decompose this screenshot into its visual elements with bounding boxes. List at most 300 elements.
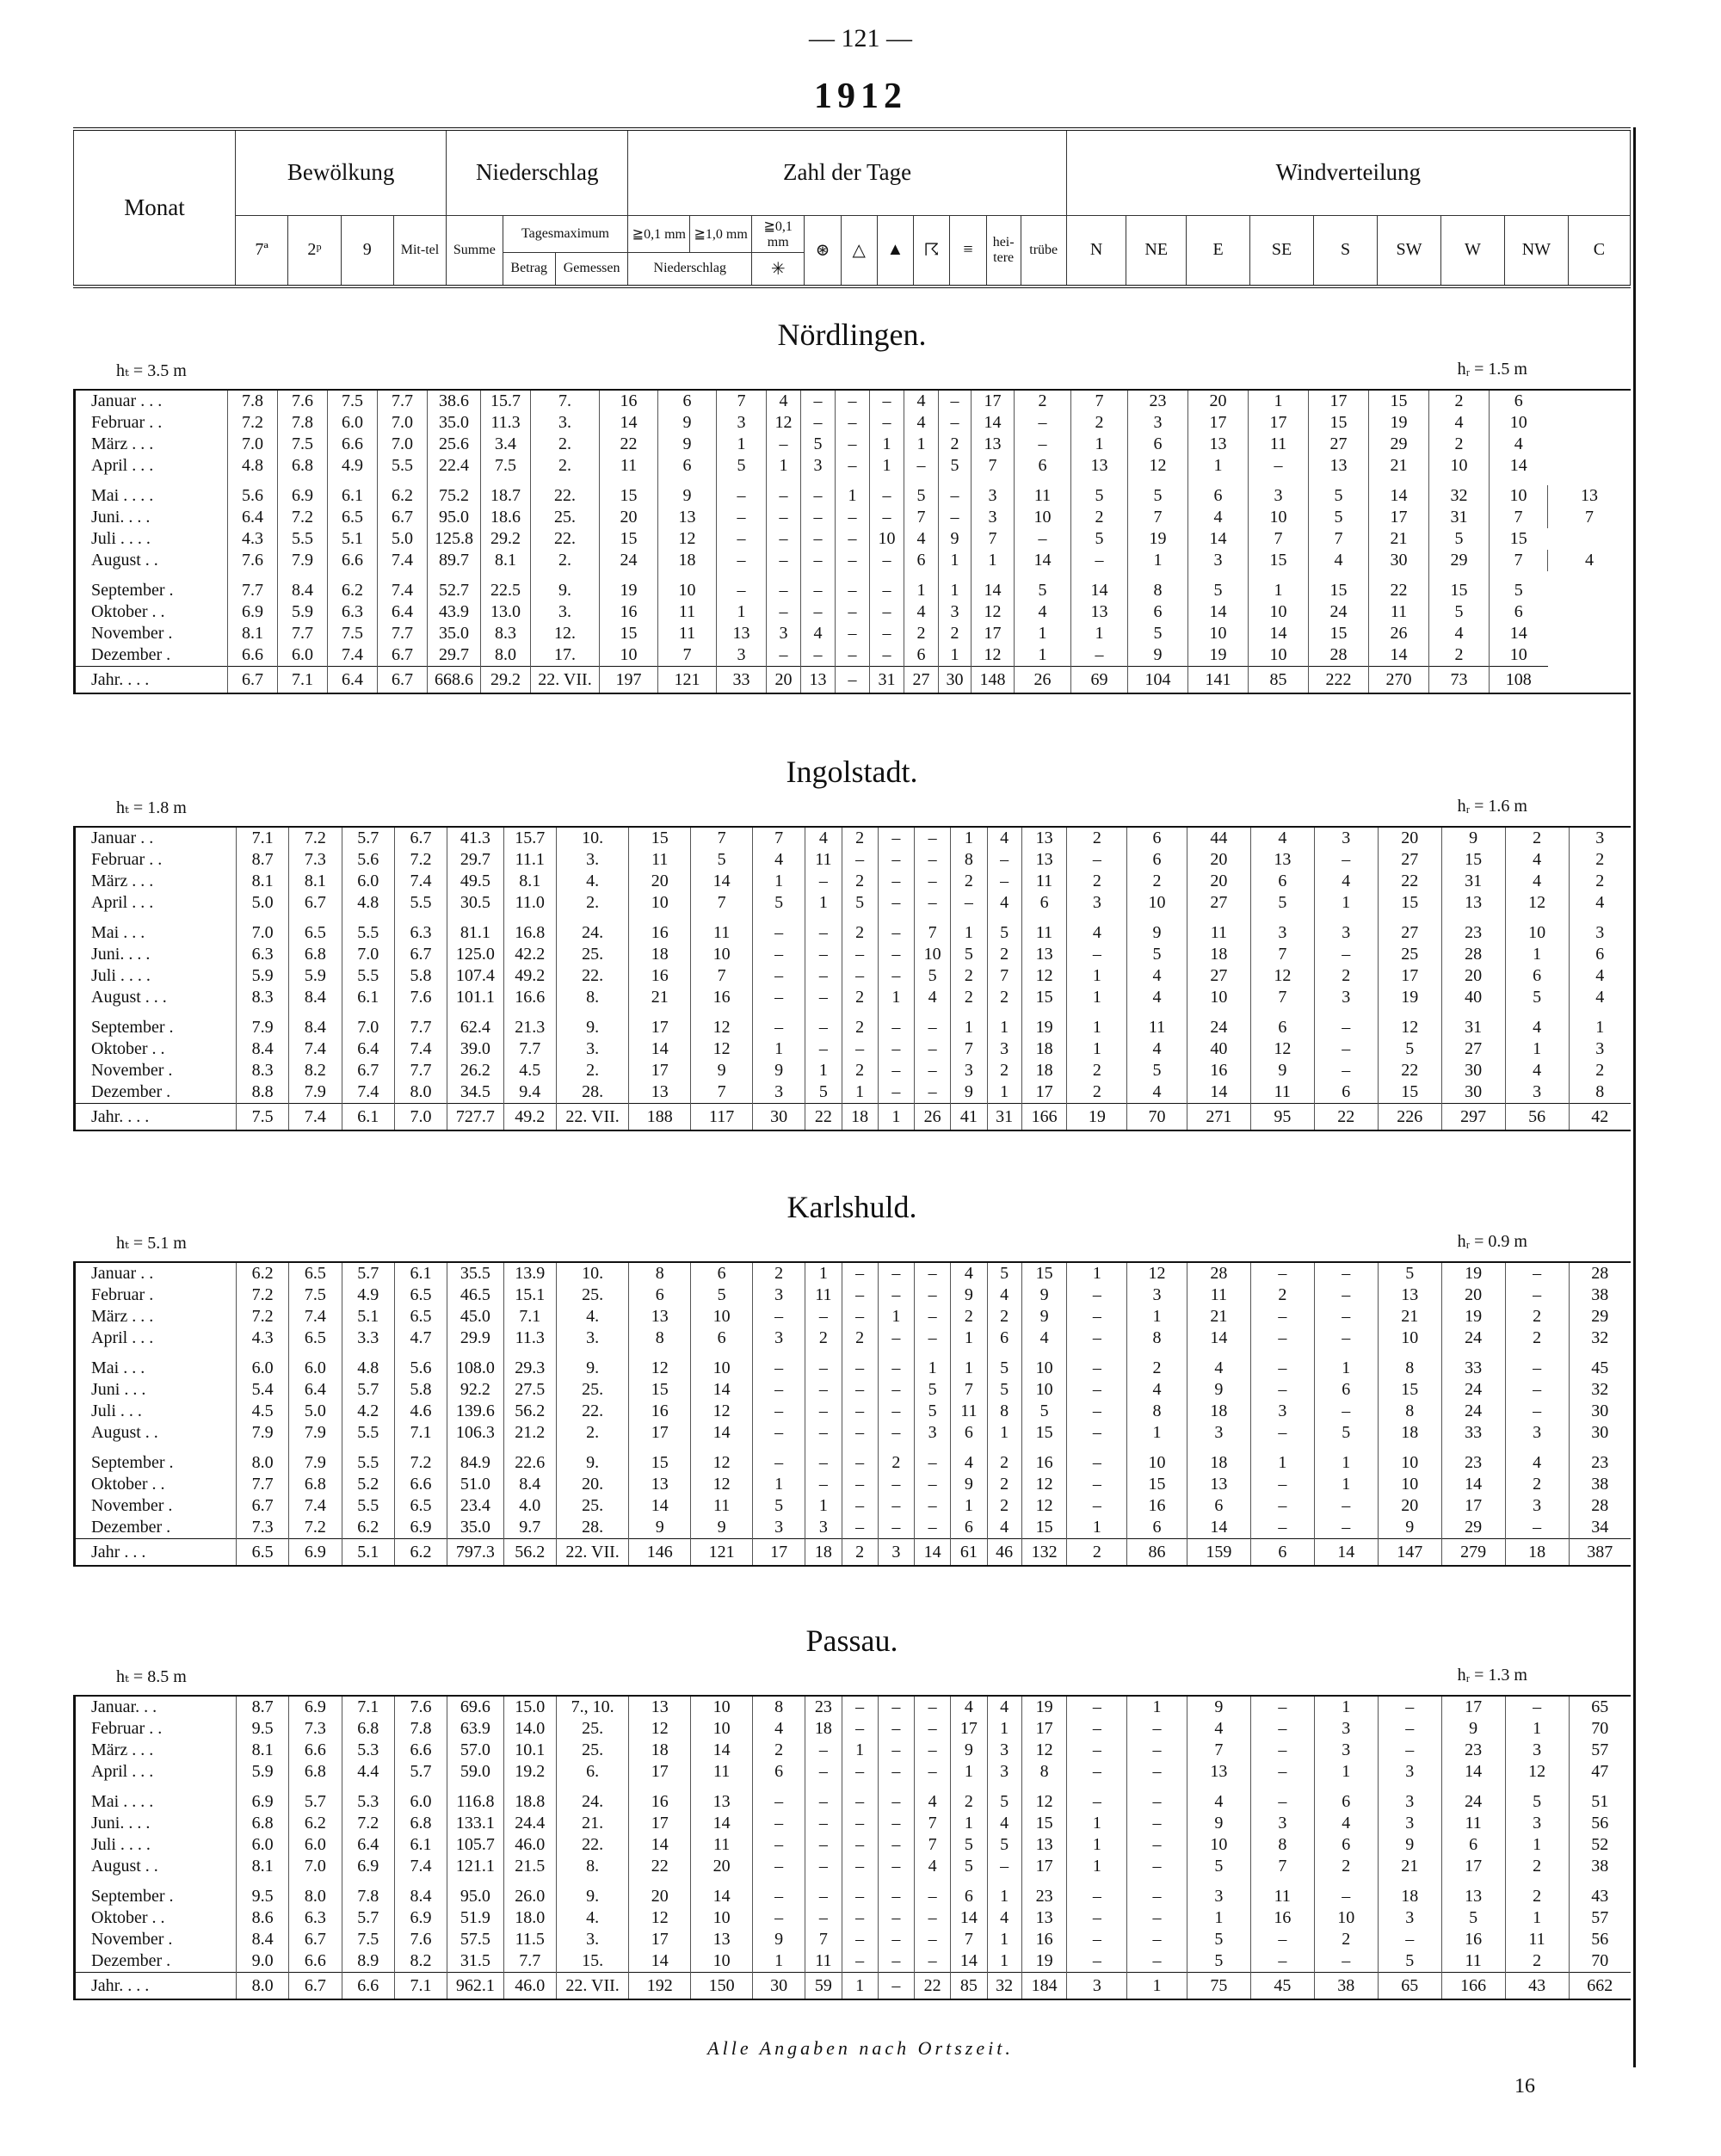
data-cell: 8.0	[481, 644, 531, 667]
data-cell: 18	[1378, 1422, 1441, 1444]
data-cell: 11	[1015, 485, 1071, 507]
data-cell: 2	[1071, 507, 1128, 528]
table-row	[75, 871, 1632, 892]
data-cell: 32	[1569, 1379, 1631, 1401]
month-label: Juli . . . .	[75, 1834, 237, 1856]
data-cell: 23	[1441, 1740, 1505, 1761]
table-frame	[73, 127, 1631, 288]
data-cell: 797.3	[447, 1539, 503, 1567]
gap-cell	[1505, 1444, 1569, 1452]
data-cell: 7.4	[378, 580, 428, 601]
data-cell: 33	[1441, 1358, 1505, 1379]
data-cell: 11	[1127, 1017, 1187, 1038]
data-cell: 13	[1378, 1284, 1441, 1306]
data-cell: 1	[1071, 434, 1128, 455]
data-cell: 15.1	[503, 1284, 556, 1306]
table-row	[75, 528, 1632, 550]
data-cell: 22	[1369, 580, 1429, 601]
data-cell: 17	[629, 1761, 691, 1783]
data-cell: –	[1314, 1017, 1378, 1038]
data-cell: 8	[629, 1262, 691, 1284]
data-cell: 8	[1378, 1358, 1441, 1379]
data-cell: 1	[1127, 1422, 1187, 1444]
month-label: Dezember .	[75, 1517, 237, 1539]
data-cell: 5.6	[342, 849, 394, 871]
data-cell: 17	[1441, 1856, 1505, 1877]
data-cell: 33	[1441, 1422, 1505, 1444]
data-cell: 133.1	[447, 1813, 503, 1834]
station-data-table	[73, 1261, 1631, 1567]
gap-cell	[556, 1783, 629, 1791]
gap-cell	[1505, 1008, 1569, 1017]
data-cell: 29.9	[447, 1327, 503, 1349]
rain-gauge-height: hᵣ = 1.3 m	[1457, 1666, 1527, 1685]
data-cell: 11	[1249, 434, 1309, 455]
data-cell: 8.8	[237, 1081, 289, 1104]
data-cell: 9	[1441, 1718, 1505, 1740]
data-cell: 12	[1021, 965, 1067, 987]
data-cell: 15.0	[503, 1696, 556, 1718]
data-cell: –	[878, 1813, 914, 1834]
data-cell: 17	[972, 623, 1015, 644]
month-label: Mai . . . .	[75, 485, 228, 507]
data-cell: 25.	[556, 1740, 629, 1761]
data-cell: –	[878, 1973, 914, 2000]
data-cell: 44	[1187, 827, 1250, 849]
data-cell: 8.2	[394, 1950, 447, 1973]
data-cell: 6.9	[289, 1696, 342, 1718]
data-cell: 2	[951, 965, 987, 987]
data-cell: 8.0	[237, 1973, 289, 2000]
data-cell: 22.	[556, 1834, 629, 1856]
data-cell: 15	[1249, 550, 1309, 571]
data-cell: 5	[987, 1358, 1021, 1379]
data-cell: 5.5	[342, 965, 394, 987]
data-cell: –	[842, 1834, 878, 1856]
month-label: Januar. . .	[75, 1696, 237, 1718]
header-bewoelkung: Bewölkung	[236, 129, 447, 215]
data-cell: 6	[1127, 1517, 1187, 1539]
data-cell: 6.1	[394, 1262, 447, 1284]
month-label: Juni . . .	[75, 1379, 237, 1401]
data-cell: 45	[1569, 1358, 1631, 1379]
data-cell: 10	[691, 1718, 753, 1740]
data-cell: 2.	[531, 455, 600, 477]
data-cell: 4.4	[342, 1761, 394, 1783]
data-cell: –	[915, 827, 951, 849]
data-cell: –	[904, 455, 939, 477]
data-cell: 1	[717, 601, 767, 623]
data-cell: –	[1314, 1284, 1378, 1306]
data-cell: –	[878, 1517, 914, 1539]
data-cell: 148	[972, 667, 1015, 694]
data-cell: 7.8	[342, 1886, 394, 1907]
data-cell: 279	[1441, 1539, 1505, 1567]
gap-cell	[75, 1008, 237, 1017]
data-cell: 6.6	[342, 1973, 394, 2000]
gap-cell	[1441, 1877, 1505, 1886]
data-cell: 2	[842, 1327, 878, 1349]
data-cell: 18	[1021, 1038, 1067, 1060]
data-cell: 5.6	[228, 485, 278, 507]
data-cell: 6.7	[378, 507, 428, 528]
gap-cell	[1314, 1877, 1378, 1886]
data-cell: 38	[1314, 1973, 1378, 2000]
data-cell: 9.	[556, 1017, 629, 1038]
data-cell: –	[836, 623, 870, 644]
data-cell: –	[753, 922, 805, 944]
data-cell: 14	[629, 1495, 691, 1517]
data-cell: 2.	[531, 550, 600, 571]
data-cell: 5	[951, 944, 987, 965]
data-cell: –	[801, 580, 836, 601]
gap-cell	[75, 1877, 237, 1886]
data-cell: –	[836, 507, 870, 528]
table-row	[75, 849, 1632, 871]
data-cell: 38.6	[428, 390, 481, 412]
gap-cell	[75, 477, 228, 485]
data-cell: –	[1067, 1358, 1127, 1379]
year-title: 1912	[814, 77, 907, 116]
data-cell: 30	[1369, 550, 1429, 571]
data-cell: 6.7	[228, 667, 278, 694]
data-cell: 56	[1569, 1813, 1631, 1834]
table-row	[75, 550, 1632, 571]
data-cell: 7	[915, 1813, 951, 1834]
gap-cell	[556, 1877, 629, 1886]
data-cell: 57	[1569, 1740, 1631, 1761]
data-cell: –	[878, 827, 914, 849]
data-cell: 16	[1187, 1060, 1250, 1081]
data-cell: 8	[1569, 1081, 1631, 1104]
gap-cell	[951, 1349, 987, 1358]
data-cell: 7.6	[278, 390, 328, 412]
data-cell: –	[1378, 1740, 1441, 1761]
data-cell: 1	[1188, 455, 1249, 477]
data-cell: –	[1505, 1696, 1569, 1718]
data-cell: 6	[1128, 601, 1188, 623]
data-cell: 22.	[531, 528, 600, 550]
data-cell: 6	[691, 1262, 753, 1284]
data-cell: 1	[805, 1495, 842, 1517]
data-cell: –	[801, 485, 836, 507]
data-cell: 25.	[556, 1284, 629, 1306]
data-cell: 4.6	[394, 1401, 447, 1422]
data-cell: 7.7	[503, 1950, 556, 1973]
data-cell: 5.8	[394, 965, 447, 987]
data-cell: 92.2	[447, 1379, 503, 1401]
gap-cell	[1021, 1349, 1067, 1358]
data-cell: 4	[1505, 1060, 1569, 1081]
data-cell: 141	[1188, 667, 1249, 694]
data-cell: 7.4	[394, 871, 447, 892]
data-cell: 15	[1378, 1379, 1441, 1401]
data-cell: 22	[805, 1104, 842, 1131]
data-cell: 12	[691, 1017, 753, 1038]
data-cell: 8.4	[237, 1038, 289, 1060]
data-cell: 1	[753, 1950, 805, 1973]
data-cell: 7	[691, 1081, 753, 1104]
gap-cell	[447, 1877, 503, 1886]
data-cell: 7	[691, 827, 753, 849]
data-cell: 9	[1127, 922, 1187, 944]
data-cell: 7.7	[237, 1474, 289, 1495]
data-cell: 24.	[556, 1791, 629, 1813]
data-cell: 11	[1250, 1081, 1314, 1104]
data-cell: 1	[939, 644, 972, 667]
data-cell: 6.0	[394, 1791, 447, 1813]
data-cell: 19	[600, 580, 658, 601]
data-cell: 31	[987, 1104, 1021, 1131]
row-gap	[75, 914, 1632, 922]
data-cell: 8.0	[394, 1081, 447, 1104]
data-cell: 52.7	[428, 580, 481, 601]
data-cell: –	[915, 1696, 951, 1718]
data-cell: 11	[805, 1284, 842, 1306]
gap-cell	[878, 1877, 914, 1886]
data-cell: 4	[1314, 1813, 1378, 1834]
gap-cell	[836, 477, 870, 485]
data-cell: 1	[1249, 580, 1309, 601]
data-cell: 95.0	[447, 1886, 503, 1907]
data-cell: –	[805, 922, 842, 944]
gap-cell	[278, 477, 328, 485]
data-cell: 2	[987, 1306, 1021, 1327]
data-cell: 21.3	[503, 1017, 556, 1038]
data-cell: 20	[1187, 849, 1250, 871]
table-row	[75, 1495, 1632, 1517]
data-cell: 2	[1429, 390, 1490, 412]
data-cell: –	[767, 434, 801, 455]
data-cell: 81.1	[447, 922, 503, 944]
table-row	[75, 1262, 1632, 1284]
data-cell: 9	[951, 1284, 987, 1306]
data-cell: 24.	[556, 922, 629, 944]
data-cell: 8.4	[289, 1017, 342, 1038]
data-cell: 1	[951, 827, 987, 849]
data-cell: 5	[951, 1856, 987, 1877]
gap-cell	[629, 914, 691, 922]
station-heights	[73, 1232, 1631, 1261]
data-cell: 4	[1548, 550, 1632, 571]
data-cell: 13	[658, 507, 717, 528]
data-cell: 16	[629, 922, 691, 944]
data-cell: –	[870, 507, 904, 528]
data-cell: 5	[1378, 1038, 1441, 1060]
data-cell: –	[1127, 1761, 1187, 1783]
data-cell: –	[878, 1284, 914, 1306]
data-cell: 3.	[556, 1327, 629, 1349]
data-cell: 2	[1314, 1856, 1378, 1877]
data-cell: 5	[801, 434, 836, 455]
data-cell: 104	[1128, 667, 1188, 694]
data-cell: –	[1067, 944, 1127, 965]
gap-cell	[842, 914, 878, 922]
data-cell: –	[1067, 1886, 1127, 1907]
data-cell: 18	[1505, 1539, 1569, 1567]
data-cell: –	[878, 871, 914, 892]
data-cell: 147	[1378, 1539, 1441, 1567]
data-cell: 1	[1067, 1017, 1127, 1038]
data-cell: 4	[1187, 1718, 1250, 1740]
data-cell: –	[915, 1262, 951, 1284]
data-cell: –	[805, 1474, 842, 1495]
data-cell: 7.2	[237, 1284, 289, 1306]
data-cell: 5.3	[342, 1791, 394, 1813]
gap-cell	[1569, 1008, 1631, 1017]
table-row	[75, 1761, 1632, 1783]
gap-cell	[878, 1783, 914, 1791]
station-name: Karlshuld.	[786, 1190, 917, 1224]
gap-cell	[1441, 1008, 1505, 1017]
gap-cell	[394, 1444, 447, 1452]
gap-cell	[842, 1008, 878, 1017]
data-cell: 6.5	[394, 1306, 447, 1327]
month-label: August . .	[75, 550, 228, 571]
data-cell: 17	[629, 1017, 691, 1038]
data-cell: 14	[1071, 580, 1128, 601]
data-cell: 3	[767, 623, 801, 644]
data-cell: 30	[1441, 1081, 1505, 1104]
data-cell: 2	[951, 871, 987, 892]
data-cell: –	[915, 1761, 951, 1783]
table-row	[75, 892, 1632, 914]
header-wind-ne: NE	[1126, 215, 1187, 286]
data-cell: 9	[1378, 1834, 1441, 1856]
gap-cell	[1071, 571, 1128, 580]
data-cell: 3	[878, 1539, 914, 1567]
data-cell: –	[1505, 1379, 1569, 1401]
gap-cell	[1021, 1008, 1067, 1017]
data-cell: –	[842, 1517, 878, 1539]
data-cell: 20	[767, 667, 801, 694]
data-cell: 270	[1369, 667, 1429, 694]
graupel-icon: ▲	[877, 215, 913, 286]
data-cell: –	[1314, 1401, 1378, 1422]
data-cell: 7.2	[394, 849, 447, 871]
data-cell: 6.5	[289, 1262, 342, 1284]
data-cell: 9	[951, 1081, 987, 1104]
data-cell: 17	[629, 1060, 691, 1081]
data-cell: 23	[1569, 1452, 1631, 1474]
gap-cell	[691, 1783, 753, 1791]
data-cell: –	[951, 892, 987, 914]
data-cell: 65	[1378, 1973, 1441, 2000]
data-cell: –	[1127, 1907, 1187, 1929]
data-cell: 20	[629, 1886, 691, 1907]
data-cell: –	[878, 1856, 914, 1877]
data-cell: 14	[1314, 1539, 1378, 1567]
data-cell: 13	[691, 1929, 753, 1950]
data-cell: –	[1015, 528, 1071, 550]
data-cell: 11	[1021, 922, 1067, 944]
data-cell: 10.	[556, 827, 629, 849]
data-cell: –	[767, 550, 801, 571]
data-cell: 27	[1441, 1038, 1505, 1060]
data-cell: 6	[1505, 965, 1569, 987]
gap-cell	[870, 571, 904, 580]
data-cell: 1	[753, 1474, 805, 1495]
data-cell: 30	[939, 667, 972, 694]
data-cell: 11	[1441, 1950, 1505, 1973]
data-cell: –	[1505, 1401, 1569, 1422]
data-cell: 57.5	[447, 1929, 503, 1950]
data-cell: 5	[753, 1495, 805, 1517]
data-cell: 4	[951, 1262, 987, 1284]
data-cell: 3	[1067, 1973, 1127, 2000]
month-label: Januar . .	[75, 1262, 237, 1284]
data-cell: 5.5	[342, 1422, 394, 1444]
data-cell: 8.4	[394, 1886, 447, 1907]
data-cell: 6.7	[394, 944, 447, 965]
station-heights	[73, 360, 1631, 389]
data-cell: 6	[1188, 485, 1249, 507]
data-cell: 34	[1569, 1517, 1631, 1539]
month-label: Januar . .	[75, 827, 237, 849]
data-cell: 8.4	[237, 1929, 289, 1950]
data-cell: 14	[1187, 1081, 1250, 1104]
data-cell: 19	[1128, 528, 1188, 550]
data-cell: 15	[1369, 390, 1429, 412]
data-cell: 1	[939, 580, 972, 601]
data-cell: 15.7	[481, 390, 531, 412]
data-cell: 24	[1441, 1327, 1505, 1349]
data-cell: 70	[1569, 1718, 1631, 1740]
data-cell: 3	[1127, 1284, 1187, 1306]
gap-cell	[289, 1877, 342, 1886]
data-cell: 2	[987, 944, 1021, 965]
data-cell: 6.0	[278, 644, 328, 667]
data-cell: 7.6	[394, 987, 447, 1008]
data-cell: 6	[1250, 871, 1314, 892]
data-cell: 7	[1250, 987, 1314, 1008]
data-cell: 22.	[556, 965, 629, 987]
data-cell: 23	[805, 1696, 842, 1718]
data-cell: 57	[1569, 1907, 1631, 1929]
data-cell: –	[801, 601, 836, 623]
gap-cell	[878, 1444, 914, 1452]
data-cell: 34.5	[447, 1081, 503, 1104]
data-cell: 9.5	[237, 1718, 289, 1740]
data-cell: 2.	[531, 434, 600, 455]
data-cell: 6.1	[342, 987, 394, 1008]
data-cell: 7.0	[378, 412, 428, 434]
gap-cell	[951, 1008, 987, 1017]
data-cell: 11	[629, 849, 691, 871]
data-cell: 7.5	[342, 1929, 394, 1950]
data-cell: 6.4	[378, 601, 428, 623]
data-cell: 12	[629, 1358, 691, 1379]
data-cell: 17	[1441, 1696, 1505, 1718]
data-cell: 45.0	[447, 1306, 503, 1327]
data-cell: 2	[1569, 849, 1631, 871]
gap-cell	[1429, 477, 1490, 485]
gap-cell	[342, 1349, 394, 1358]
data-cell: 6.9	[394, 1517, 447, 1539]
data-cell: 1	[805, 1060, 842, 1081]
gap-cell	[842, 1349, 878, 1358]
data-cell: –	[1505, 1262, 1569, 1284]
data-cell: 1	[951, 1327, 987, 1349]
data-cell: 1	[939, 550, 972, 571]
data-cell: 5	[987, 1379, 1021, 1401]
data-cell: 3	[717, 644, 767, 667]
data-cell: 10	[1490, 485, 1548, 507]
gap-cell	[342, 1877, 394, 1886]
data-cell: 8	[1378, 1401, 1441, 1422]
gap-cell	[1505, 1877, 1569, 1886]
data-cell: 9	[658, 412, 717, 434]
